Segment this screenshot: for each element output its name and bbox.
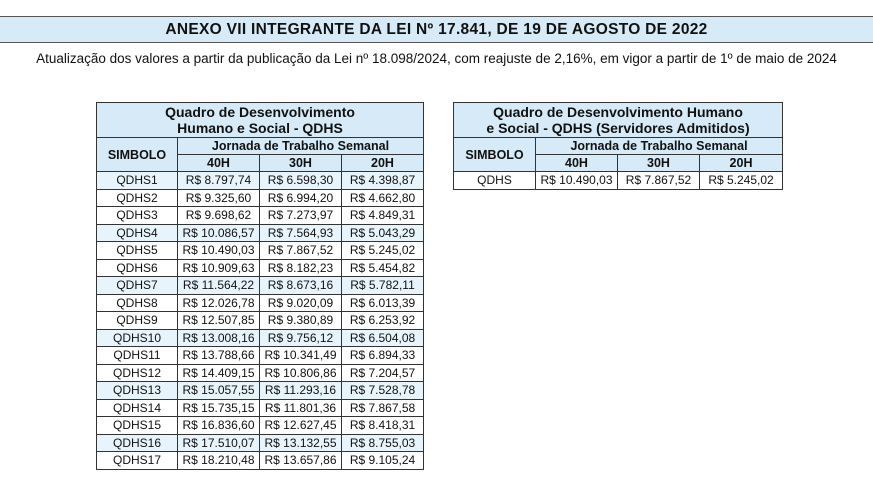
table-row (97, 382, 424, 400)
col-header-40h: 40H (178, 155, 260, 172)
cell-20h: R$ 4.398,87 (342, 172, 424, 190)
cell-20h: R$ 5.245,02 (700, 172, 783, 190)
cell-simbolo: QDHS2 (97, 189, 178, 207)
cell-30h: R$ 12.627,45 (260, 417, 342, 435)
annex-subtitle: Atualização dos valores a partir da publicação da Lei nº 18.098/2024, com reajuste de 2,16%, em vigor a partir de 1º de maio de 2024 (36, 51, 837, 66)
table-body (454, 172, 783, 190)
cell-40h: R$ 17.510,07 (178, 434, 260, 452)
cell-simbolo: QDHS14 (97, 399, 178, 417)
cell-40h: R$ 8.797,74 (178, 172, 260, 190)
table-row (97, 294, 424, 312)
cell-30h: R$ 7.867,52 (618, 172, 700, 190)
table-row (97, 452, 424, 470)
cell-20h: R$ 9.105,24 (342, 452, 424, 470)
col-header-20h: 20H (342, 155, 424, 172)
cell-30h: R$ 11.801,36 (260, 399, 342, 417)
table-body (97, 172, 424, 470)
cell-20h: R$ 4.849,31 (342, 207, 424, 225)
annex-title: ANEXO VII INTEGRANTE DA LEI Nº 17.841, DE 19 DE AGOSTO DE 2022 (0, 16, 873, 43)
table-caption (454, 103, 783, 138)
cell-30h: R$ 7.867,52 (260, 242, 342, 260)
cell-20h: R$ 6.253,92 (342, 312, 424, 330)
cell-20h: R$ 7.204,57 (342, 364, 424, 382)
cell-30h: R$ 9.380,89 (260, 312, 342, 330)
cell-30h: R$ 8.673,16 (260, 277, 342, 295)
qdhs-salary-table (96, 102, 424, 470)
cell-30h: R$ 10.341,49 (260, 347, 342, 365)
cell-40h: R$ 12.026,78 (178, 294, 260, 312)
cell-40h: R$ 9.698,62 (178, 207, 260, 225)
cell-30h: R$ 13.132,55 (260, 434, 342, 452)
table-row (97, 347, 424, 365)
cell-30h: R$ 9.756,12 (260, 329, 342, 347)
table-row (97, 224, 424, 242)
cell-20h: R$ 6.013,39 (342, 294, 424, 312)
table-row (97, 399, 424, 417)
col-header-jornada: Jornada de Trabalho Semanal (536, 138, 783, 155)
cell-20h: R$ 4.662,80 (342, 189, 424, 207)
cell-20h: R$ 8.418,31 (342, 417, 424, 435)
cell-simbolo: QDHS8 (97, 294, 178, 312)
cell-30h: R$ 8.182,23 (260, 259, 342, 277)
cell-simbolo: QDHS4 (97, 224, 178, 242)
col-header-simbolo: SIMBOLO (454, 138, 536, 172)
cell-20h: R$ 5.245,02 (342, 242, 424, 260)
cell-simbolo: QDHS17 (97, 452, 178, 470)
cell-40h: R$ 10.909,63 (178, 259, 260, 277)
cell-30h: R$ 7.564,93 (260, 224, 342, 242)
cell-40h: R$ 10.490,03 (536, 172, 618, 190)
table-row (97, 207, 424, 225)
cell-simbolo: QDHS7 (97, 277, 178, 295)
table-caption-line1: Quadro de Desenvolvimento Humano (493, 104, 743, 120)
qdhs-admitted-salary-table (453, 102, 783, 190)
cell-40h: R$ 9.325,60 (178, 189, 260, 207)
table-row (454, 172, 783, 190)
col-header-simbolo: SIMBOLO (97, 138, 178, 172)
cell-simbolo: QDHS16 (97, 434, 178, 452)
cell-simbolo: QDHS9 (97, 312, 178, 330)
col-header-30h: 30H (260, 155, 342, 172)
cell-40h: R$ 15.057,55 (178, 382, 260, 400)
cell-simbolo: QDHS12 (97, 364, 178, 382)
cell-30h: R$ 10.806,86 (260, 364, 342, 382)
table-row (97, 364, 424, 382)
cell-simbolo: QDHS (454, 172, 536, 190)
cell-40h: R$ 10.086,57 (178, 224, 260, 242)
cell-20h: R$ 5.454,82 (342, 259, 424, 277)
cell-30h: R$ 9.020,09 (260, 294, 342, 312)
cell-simbolo: QDHS3 (97, 207, 178, 225)
cell-20h: R$ 5.782,11 (342, 277, 424, 295)
table-caption-line2: Humano e Social - QDHS (177, 120, 343, 136)
cell-simbolo: QDHS10 (97, 329, 178, 347)
cell-20h: R$ 7.867,58 (342, 399, 424, 417)
col-header-20h: 20H (700, 155, 783, 172)
cell-20h: R$ 5.043,29 (342, 224, 424, 242)
table-row (97, 277, 424, 295)
cell-40h: R$ 12.507,85 (178, 312, 260, 330)
col-header-30h: 30H (618, 155, 700, 172)
cell-30h: R$ 6.994,20 (260, 189, 342, 207)
table-row (97, 259, 424, 277)
cell-40h: R$ 13.788,66 (178, 347, 260, 365)
cell-40h: R$ 15.735,15 (178, 399, 260, 417)
cell-40h: R$ 13.008,16 (178, 329, 260, 347)
table-row (97, 189, 424, 207)
cell-20h: R$ 7.528,78 (342, 382, 424, 400)
cell-40h: R$ 14.409,15 (178, 364, 260, 382)
col-header-jornada: Jornada de Trabalho Semanal (178, 138, 424, 155)
table-caption-line1: Quadro de Desenvolvimento (165, 104, 355, 120)
table-row (97, 172, 424, 190)
cell-40h: R$ 10.490,03 (178, 242, 260, 260)
cell-30h: R$ 6.598,30 (260, 172, 342, 190)
cell-simbolo: QDHS13 (97, 382, 178, 400)
table-row (97, 312, 424, 330)
table-caption-line2: e Social - QDHS (Servidores Admitidos) (486, 120, 750, 136)
cell-20h: R$ 8.755,03 (342, 434, 424, 452)
cell-simbolo: QDHS11 (97, 347, 178, 365)
cell-20h: R$ 6.504,08 (342, 329, 424, 347)
col-header-40h: 40H (536, 155, 618, 172)
table-row (97, 417, 424, 435)
cell-simbolo: QDHS6 (97, 259, 178, 277)
cell-40h: R$ 11.564,22 (178, 277, 260, 295)
table-row (97, 242, 424, 260)
cell-simbolo: QDHS5 (97, 242, 178, 260)
cell-30h: R$ 13.657,86 (260, 452, 342, 470)
cell-simbolo: QDHS15 (97, 417, 178, 435)
cell-simbolo: QDHS1 (97, 172, 178, 190)
cell-20h: R$ 6.894,33 (342, 347, 424, 365)
cell-40h: R$ 18.210,48 (178, 452, 260, 470)
cell-30h: R$ 7.273,97 (260, 207, 342, 225)
table-row (97, 434, 424, 452)
cell-40h: R$ 16.836,60 (178, 417, 260, 435)
table-row (97, 329, 424, 347)
table-caption (97, 103, 424, 138)
cell-30h: R$ 11.293,16 (260, 382, 342, 400)
